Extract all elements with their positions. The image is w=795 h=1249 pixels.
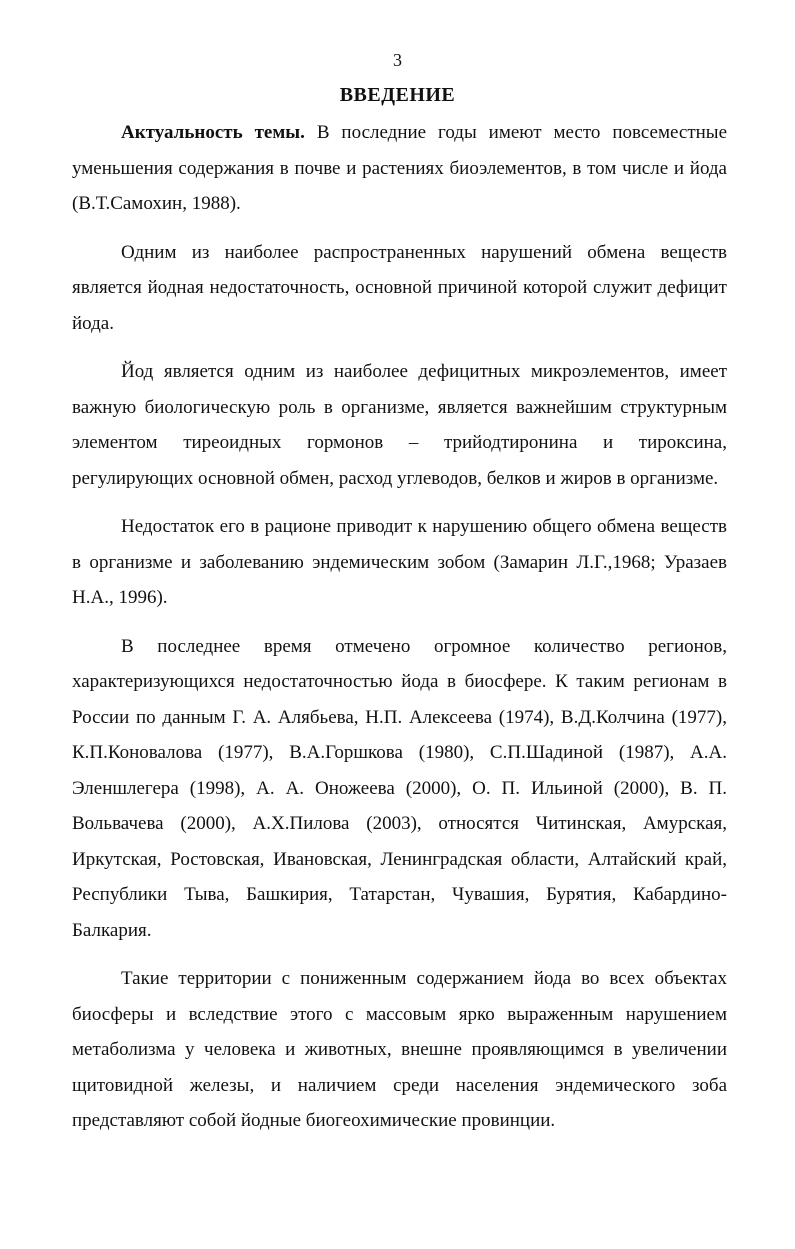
paragraph: Такие территории с пониженным содержанием йода во всех объектах биосферы и вследствие этого с массовым ярко выраженным нарушением метаболизма у человека и животных, внешне проявляющимся в увеличении щитовидной железы, и наличием среди населения эндемического зоба представляют собой йодные биогеохимические провинции. [72, 968, 727, 1131]
paragraph-relevance [72, 115, 727, 222]
paragraph: Одним из наиболее распространенных нарушений обмена веществ является йодная недостаточность, основной причиной которой служит дефицит йода. [72, 241, 727, 334]
body-text [72, 115, 727, 1152]
paragraph: Йод является одним из наиболее дефицитных микроэлементов, имеет важную биологическую роль в организме, является важнейшим структурным элементом тиреоидных гормонов – трийодтиронина и тироксина, регулирующих основной обмен, расход углеводов, белков и жиров в организме. [72, 361, 727, 489]
paragraph-lead: Актуальность темы. [121, 122, 305, 143]
page-number: 3 [393, 50, 402, 70]
paragraph: В последнее время отмечено огромное количество регионов, характеризующихся недостаточностью йода в биосфере. К таким регионам в России по данным Г. А. Алябьева, Н.П. Алексеева (1974), В.Д.Колчина (1977), К.П.Коновалова (1977), В.А.Горшкова (1980), С.П.Шадиной (1987), А.А. Эленшлегера (1998), А. А. Оножеева (2000), О. П. Ильиной (2000), В. П. Вольвачева (2000), А.Х.Пилова (2003), относятся Читинская, Амурская, Иркутская, Ростовская, Ивановская, Ленинградская области, Алтайский край, Республики Тыва, Башкирия, Татарстан, Чувашия, Бурятия, Кабардино-Балкария. [72, 635, 727, 941]
section-heading: ВВЕДЕНИЕ [339, 84, 456, 106]
paragraph-text: В последние годы имеют место повсеместные уменьшения содержания в почве и растениях биоэлементов, в том числе и йода (В.Т.Самохин, 1988). [72, 122, 727, 214]
paragraph: Недостаток его в рационе приводит к нарушению общего обмена веществ в организме и заболеванию эндемическим зобом (Замарин Л.Г.,1968; Уразаев Н.А., 1996). [72, 516, 727, 608]
